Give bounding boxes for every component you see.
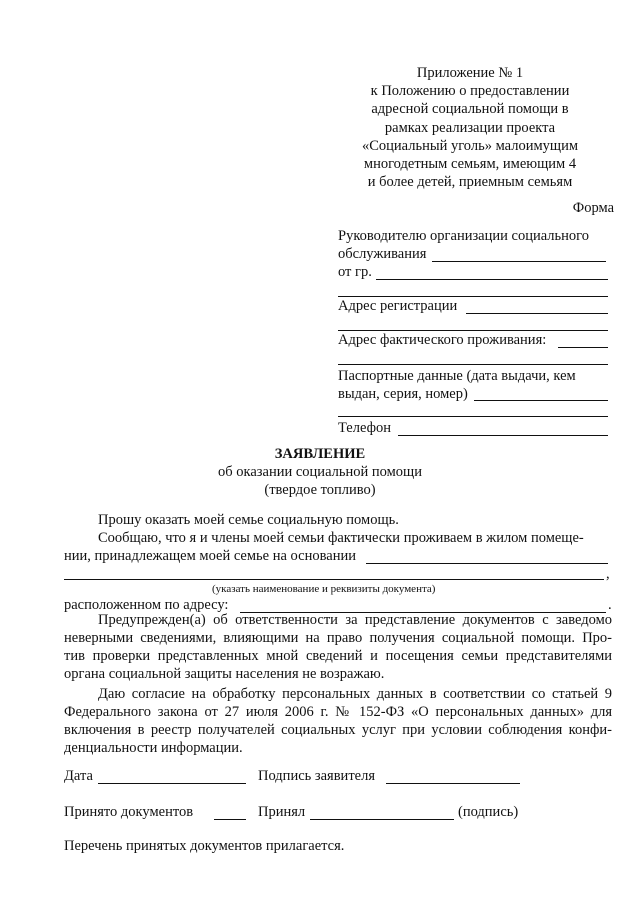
appendix-line: к Положению о предоставлении <box>370 83 570 100</box>
registration-field[interactable] <box>466 313 608 314</box>
actual-address-label: Адрес фактического проживания: <box>338 332 547 348</box>
paragraph-4-line4: денциальности информации. <box>64 740 243 756</box>
appendix-line: «Социальный уголь» малоимущим <box>361 137 579 154</box>
registration-field-2[interactable] <box>338 330 608 331</box>
accepted-by-label: Принял <box>258 804 306 820</box>
applicant-signature-label: Подпись заявителя <box>258 768 375 784</box>
paragraph-2-line2: нии, принадлежащем моей семье на основании <box>64 548 356 564</box>
located-label: расположенном по адресу: <box>64 597 229 613</box>
date-field[interactable] <box>98 783 246 784</box>
from-name-field-2[interactable] <box>338 296 608 297</box>
passport-label-line1: Паспортные данные (дата выдачи, кем <box>338 368 576 384</box>
statement-title: ЗАЯВЛЕНИЕ <box>274 446 366 462</box>
paragraph-3-line3: тив проверки представленных мной сведений и посещения семьи представителями <box>64 648 612 664</box>
paragraph-2-line1: Сообщаю, что я и члены моей семьи фактически проживаем в жилом помеще- <box>98 530 584 546</box>
paragraph-3-line1: Предупрежден(а) об ответственности за представление документов с заведомо <box>98 612 612 628</box>
paragraph-4-line2: Федерального закона от 27 июля 2006 г. № 152-ФЗ «О персональных данных» для <box>64 704 612 720</box>
appendix-line: адресной социальной помощи в <box>371 101 569 118</box>
applicant-signature-field[interactable] <box>386 783 520 784</box>
ownership-doc-field[interactable] <box>64 579 604 580</box>
document-hint: (указать наименование и реквизиты документа) <box>212 583 436 595</box>
addressee-head-line2: обслуживания <box>338 246 427 262</box>
date-label: Дата <box>64 768 93 784</box>
appendix-line: Приложение № 1 <box>416 65 524 81</box>
passport-field[interactable] <box>474 400 608 401</box>
actual-address-field-2[interactable] <box>338 364 608 365</box>
appendix-line: и более детей, приемным семьям <box>367 174 573 191</box>
paragraph-4-line3: включения в реестр получателей социальных услуг при условии соблюдения конфи- <box>64 722 612 738</box>
paragraph-3-line4: органа социальной защиты населения не возражаю. <box>64 666 385 682</box>
head-name-field[interactable] <box>432 261 606 262</box>
actual-address-field[interactable] <box>558 347 608 348</box>
docs-accepted-field[interactable] <box>214 819 246 820</box>
from-label: от гр. <box>338 264 372 280</box>
addressee-head-line1: Руководителю организации социального <box>338 228 589 244</box>
form-label: Форма <box>572 200 614 216</box>
period-mark: . <box>608 597 612 613</box>
appendix-header <box>340 64 600 191</box>
phone-field[interactable] <box>398 435 608 436</box>
appendix-line: многодетным семьям, имеющим 4 <box>363 156 577 173</box>
registration-label: Адрес регистрации <box>338 298 458 314</box>
from-name-field[interactable] <box>376 279 608 280</box>
footer-note: Перечень принятых документов прилагается. <box>64 838 345 854</box>
paragraph-4-line1: Даю согласие на обработку персональных данных в соответствии со статьей 9 <box>98 686 612 702</box>
paragraph-1: Прошу оказать моей семье социальную помощь. <box>98 512 399 528</box>
passport-label-line2: выдан, серия, номер) <box>338 386 468 402</box>
paragraph-3-line2: неверными сведениями, влияющими на право получения социальной помощи. Про- <box>64 630 612 646</box>
comma-mark: , <box>606 566 610 582</box>
statement-subtitle-2: (твердое топливо) <box>264 482 376 498</box>
statement-subtitle: об оказании социальной помощи <box>218 464 422 480</box>
phone-label: Телефон <box>338 420 391 436</box>
docs-accepted-label: Принято документов <box>64 804 194 820</box>
accepted-by-field[interactable] <box>310 819 454 820</box>
appendix-line: рамках реализации проекта <box>384 119 556 136</box>
ownership-basis-field[interactable] <box>366 563 608 564</box>
passport-field-2[interactable] <box>338 416 608 417</box>
signature-hint: (подпись) <box>458 804 519 820</box>
